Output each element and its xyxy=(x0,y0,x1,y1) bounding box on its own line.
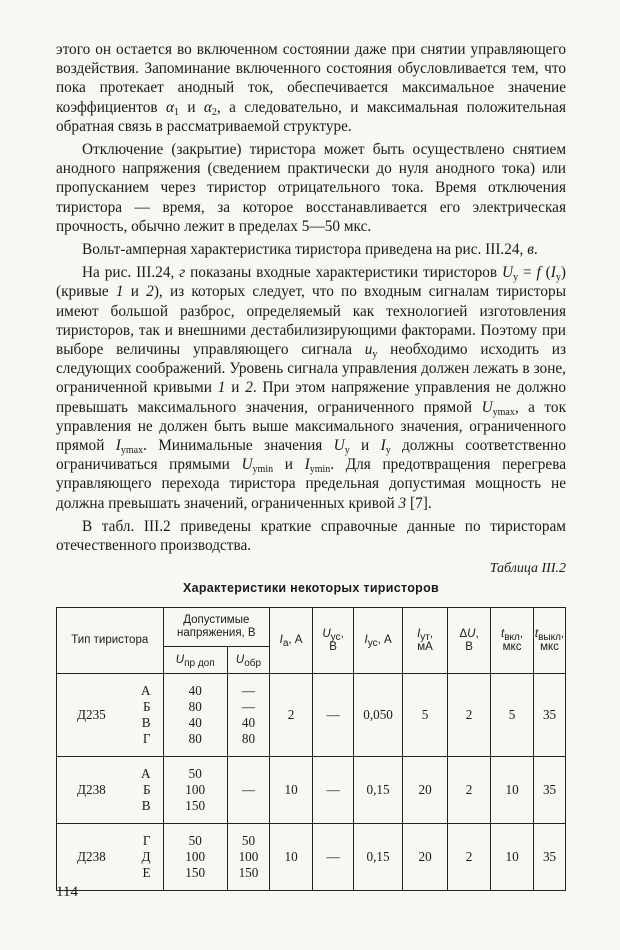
t-vykl-cell: 35 xyxy=(534,757,566,824)
i-us-cell: 0,15 xyxy=(354,757,403,824)
type-cell: Д238 xyxy=(57,824,131,891)
header-u-pr-dop: $U_{пр доп}$ xyxy=(163,647,227,674)
i-a-cell: 10 xyxy=(270,824,313,891)
delta-u-cell: 2 xyxy=(448,674,491,757)
page-body xyxy=(56,40,566,891)
paragraph-2: Отключение (закрытие) тиристора может быть осуществлено снятием анодного напряжения (сведением практически до нуля анодного тока) или пропусканием через тиристор отрицательного тока. Время отключения тиристора — время, за которое восстанавливается его электрическая прочность, обычно лежит в пределах 5—50 мкс. xyxy=(56,141,566,235)
page-number: 114 xyxy=(56,884,78,900)
type-cell: Д238 xyxy=(57,757,131,824)
u-pr-dop-cell: 40 80 40 80 xyxy=(163,674,227,757)
header-t-vykl: $t_{выкл}$, мкс xyxy=(534,608,566,674)
paragraph-4: На рис. III.24, г показаны входные характеристики тиристоров $U_у = f$ $(I_у)$ (кривые 1 и 2), из которых следует, что по входным сигналам тиристоры имеют большой разброс, определяемый как технологией изготовления тиристоров, так и внешними дестабилизирующими факторами. Поэтому при выборе величины управляющего сигнала $u_у$ необходимо исходить из следующих соображений. Уровень сигнала управления должен лежать в зоне, ограниченной кривыми 1 и 2. При этом напряжение управления не должно превышать максимального значения, ограниченного прямой $U_{уmax}$, а ток управления не должен быть выше максимального значения, ограниченного прямой $I_{уmax}$. Минимальные значения $U_у$ и $I_у$ должны соответственно ограничиваться прямыми $U_{уmin}$ и $I_{уmin}$. Для предотвращения перегрева управляющего перехода тиристора предельная допустимая мощность не должна превышать значений, ограниченных кривой 3 [7]. xyxy=(56,264,567,512)
letters-cell: А Б В xyxy=(130,757,163,824)
header-type: Тип тиристора xyxy=(57,608,164,674)
i-us-cell: 0,15 xyxy=(354,824,403,891)
type-cell: Д235 xyxy=(57,674,131,757)
u-pr-dop-cell: 50 100 150 xyxy=(163,824,227,891)
header-t-vkl: $t_{вкл}$, мкс xyxy=(491,608,534,674)
table-row xyxy=(57,824,566,891)
t-vkl-cell: 10 xyxy=(491,824,534,891)
t-vykl-cell: 35 xyxy=(534,824,566,891)
u-us-cell: — xyxy=(313,757,354,824)
u-obr-cell: 50 100 150 xyxy=(227,824,269,891)
i-ut-cell: 20 xyxy=(403,757,448,824)
header-u-obr: $U_{обр}$ xyxy=(227,647,269,674)
table-row xyxy=(57,674,566,757)
t-vkl-cell: 10 xyxy=(491,757,534,824)
delta-u-cell: 2 xyxy=(448,757,491,824)
thyristor-table xyxy=(56,607,566,891)
header-delta-u: ΔU, В xyxy=(448,608,491,674)
header-u-us: $U_{ус}$, В xyxy=(313,608,354,674)
header-i-a: $I_а$, А xyxy=(270,608,313,674)
letters-cell: Г Д Е xyxy=(130,824,163,891)
delta-u-cell: 2 xyxy=(448,824,491,891)
u-us-cell: — xyxy=(313,674,354,757)
header-i-ut: $I_{ут}$, мА xyxy=(403,608,448,674)
i-us-cell: 0,050 xyxy=(354,674,403,757)
i-ut-cell: 5 xyxy=(403,674,448,757)
u-obr-cell: — xyxy=(227,757,269,824)
paragraph-5: В табл. III.2 приведены краткие справочные данные по тиристорам отечественного производства. xyxy=(56,517,566,555)
i-a-cell: 2 xyxy=(270,674,313,757)
header-voltages: Допустимые напряжения, В xyxy=(163,608,270,647)
paragraph-3: Вольт-амперная характеристика тиристора приведена на рис. III.24, в. xyxy=(82,241,538,259)
u-pr-dop-cell: 50 100 150 xyxy=(163,757,227,824)
u-obr-cell: — — 40 80 xyxy=(227,674,269,757)
t-vykl-cell: 35 xyxy=(534,674,566,757)
table-row xyxy=(57,757,566,824)
table-number: Таблица III.2 xyxy=(489,561,566,577)
letters-cell: А Б В Г xyxy=(130,674,163,757)
table-title: Характеристики некоторых тиристоров xyxy=(182,581,440,596)
header-i-us: $I_{ус}$, А xyxy=(354,608,403,674)
i-ut-cell: 20 xyxy=(403,824,448,891)
u-us-cell: — xyxy=(313,824,354,891)
t-vkl-cell: 5 xyxy=(491,674,534,757)
i-a-cell: 10 xyxy=(270,757,313,824)
paragraph-1: этого он остается во включенном состоянии даже при снятии управляющего воздействия. Запоминание включенного состояния обусловливается тем, что пока протекает анодный ток, обеспечивается максимальное значение коэффициентов $\alpha_1$ и $\alpha_2$, а следовательно, и максимальная положительная обратная связь в рассматриваемой структуре. xyxy=(56,41,566,135)
